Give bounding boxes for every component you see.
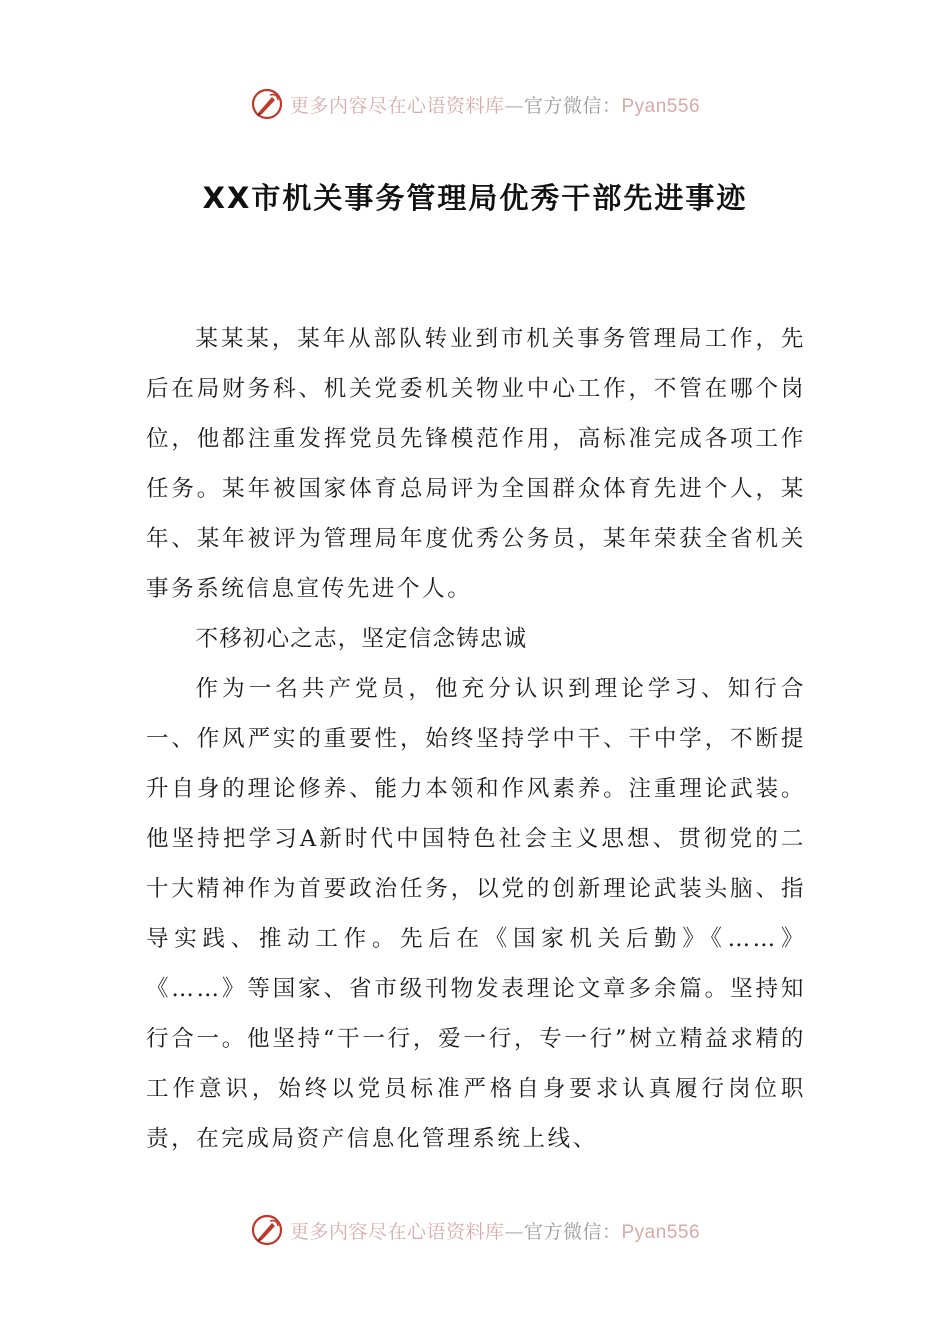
banner-wechat-label: 官方微信： <box>523 94 622 117</box>
footer-banner <box>0 1210 950 1250</box>
banner-dash: — <box>504 1220 524 1243</box>
banner-text <box>290 1217 700 1244</box>
document-title: XX市机关事务管理局优秀干部先进事迹 <box>202 181 748 215</box>
banner-main-text: 更多内容尽在心语资料库 <box>289 94 505 117</box>
banner-main-text: 更多内容尽在心语资料库 <box>289 1220 505 1243</box>
banner-dash: — <box>504 94 524 117</box>
banner-text <box>290 91 700 118</box>
pen-logo-icon <box>250 87 284 121</box>
pen-logo-icon <box>250 1213 284 1247</box>
section-heading: 不移初心之志，坚定信念铸忠诚 <box>195 626 528 652</box>
banner-account: Pyan556 <box>621 95 701 117</box>
paragraph-intro: 某某某，某年从部队转业到市机关事务管理局工作，先后在局财务科、机关党委机关物业中心工作，不管在哪个岗位，他都注重发挥党员先锋模范作用，高标准完成各项工作任务。某年被国家体育总局评为全国群众体育先进个人，某年、某年被评为管理局年度优秀公务员，某年荣获全省机关事务系统信息宣传先进个人。 <box>146 326 806 602</box>
document-body <box>146 314 806 1164</box>
banner-wechat-label: 官方微信： <box>523 1220 622 1243</box>
banner-account: Pyan556 <box>621 1221 701 1243</box>
header-banner <box>0 84 950 124</box>
paragraph-body: 作为一名共产党员，他充分认识到理论学习、知行合一、作风严实的重要性，始终坚持学中干、干中学，不断提升自身的理论修养、能力本领和作风素养。注重理论武装。他坚持把学习A新时代中国特色社会主义思想、贯彻党的二十大精神作为首要政治任务，以党的创新理论武装头脑、指导实践、推动工作。先后在《国家机关后勤》《……》《……》等国家、省市级刊物发表理论文章多余篇。坚持知行合一。他坚持“干一行，爱一行，专一行”树立精益求精的工作意识，始终以党员标准严格自身要求认真履行岗位职责，在完成局资产信息化管理系统上线、 <box>146 676 806 1152</box>
